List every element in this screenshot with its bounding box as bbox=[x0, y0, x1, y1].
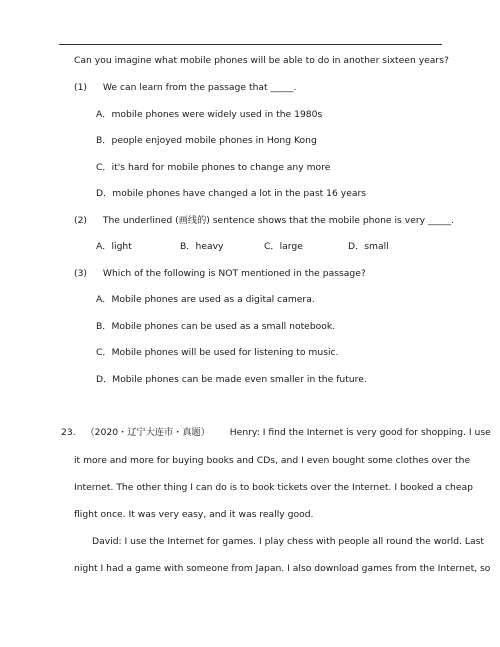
q3-option-b[interactable]: B．Mobile phones can be used as a small notebook. bbox=[96, 321, 336, 332]
q23-header-line bbox=[61, 427, 491, 439]
intro-sentence: Can you imagine what mobile phones will be able to do in another sixteen years? bbox=[74, 55, 449, 66]
q23-source: （2020・辽宁大连市・真题） bbox=[85, 427, 210, 438]
passage-line-4: flight once. It was very easy, and it was really good. bbox=[74, 509, 314, 520]
passage-line-5: David: I use the Internet for games. I play chess with people all round the world. Last bbox=[92, 536, 485, 547]
q2-option-a[interactable]: A．light bbox=[96, 241, 132, 252]
q2-option-c[interactable]: C．large bbox=[264, 241, 303, 252]
q2-number: (2) bbox=[74, 215, 88, 226]
q3-stem-line bbox=[74, 268, 366, 280]
q2-stem-line bbox=[74, 215, 454, 227]
passage-line-3: Internet. The other thing I can do is to book tickets over the Internet. I booked a cheap bbox=[74, 482, 473, 493]
q2-stem: The underlined (画线的) sentence shows that the mobile phone is very _____. bbox=[102, 215, 454, 226]
q1-option-b[interactable]: B．people enjoyed mobile phones in Hong Kong bbox=[96, 135, 317, 146]
q1-option-c[interactable]: C．it's hard for mobile phones to change any more bbox=[96, 162, 331, 173]
q3-option-c[interactable]: C．Mobile phones will be used for listening to music. bbox=[96, 347, 339, 358]
q1-stem-line bbox=[74, 82, 296, 94]
passage-line-2: it more and more for buying books and CDs, and I even bought some clothes over the bbox=[74, 455, 471, 466]
q3-number: (3) bbox=[74, 268, 88, 279]
passage-line-1: Henry: I find the Internet is very good for shopping. I use bbox=[229, 427, 491, 438]
q1-number: (1) bbox=[74, 82, 88, 93]
q2-option-d[interactable]: D．small bbox=[348, 241, 389, 252]
q1-option-a[interactable]: A．mobile phones were widely used in the 1980s bbox=[96, 109, 323, 120]
q3-option-d[interactable]: D．Mobile phones can be made even smaller in the future. bbox=[96, 374, 367, 385]
q2-option-b[interactable]: B．heavy bbox=[180, 241, 224, 252]
q1-option-d[interactable]: D．mobile phones have changed a lot in the past 16 years bbox=[96, 188, 367, 199]
q3-option-a[interactable]: A．Mobile phones are used as a digital camera. bbox=[96, 294, 315, 305]
q23-number: 23. bbox=[61, 427, 76, 438]
top-divider bbox=[59, 44, 442, 45]
q3-stem: Which of the following is NOT mentioned in the passage? bbox=[102, 268, 366, 279]
q1-stem: We can learn from the passage that _____. bbox=[102, 82, 297, 93]
passage-line-6: night I had a game with someone from Japan. I also download games from the Internet, so bbox=[74, 563, 491, 574]
